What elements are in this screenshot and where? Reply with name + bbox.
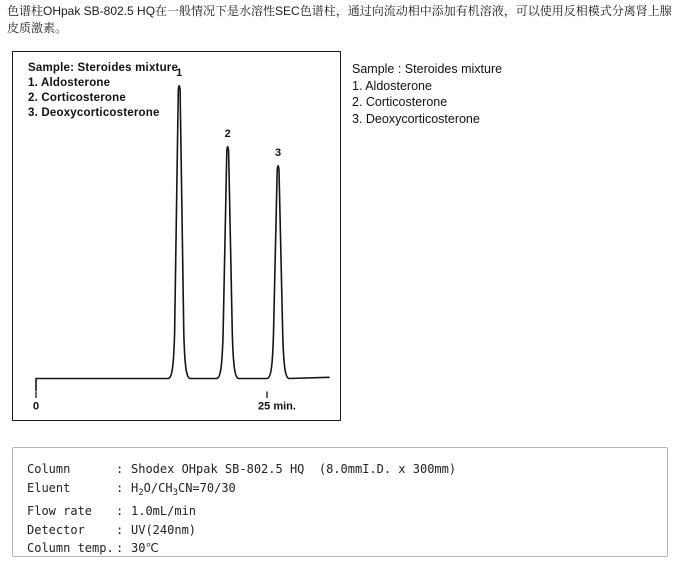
sample-panel-item: 3. Deoxycorticosterone bbox=[352, 111, 480, 126]
intro-text: 色谱柱OHpak SB-802.5 HQ在一般情况下是水溶性SEC色谱柱，通过向流动相中添加有机溶液，可以使用反相模式分离肾上腺皮质激素。 bbox=[7, 4, 672, 35]
sample-panel-title: Sample : Steroides mixture bbox=[352, 62, 503, 76]
chart-legend-item: 1. Aldosterone bbox=[28, 77, 111, 89]
param-row bbox=[27, 539, 667, 558]
param-label: Column bbox=[27, 462, 71, 476]
sample-panel-items bbox=[352, 78, 502, 128]
param-row bbox=[27, 479, 667, 503]
param-value: 1.0mL/min bbox=[131, 504, 197, 518]
chart-legend-items bbox=[28, 76, 178, 121]
peak-number-label: 2 bbox=[224, 127, 231, 140]
peak-number-label: 1 bbox=[176, 67, 183, 79]
sample-panel-item: 2. Corticosterone bbox=[352, 95, 448, 109]
param-value: UV(240nm) bbox=[131, 522, 197, 537]
chart-legend bbox=[28, 61, 178, 121]
param-label: Detector bbox=[27, 522, 85, 537]
param-value: Shodex OHpak SB-802.5 HQ (8.0mmI.D. x 300mm) bbox=[131, 462, 457, 476]
peak-number-label: 3 bbox=[275, 147, 282, 160]
param-row bbox=[27, 521, 667, 540]
chart-legend-title: Sample: Steroides mixture bbox=[28, 62, 179, 74]
param-colon: : bbox=[116, 480, 131, 495]
param-label: Eluent bbox=[27, 480, 71, 495]
conditions-table bbox=[12, 447, 668, 557]
x-axis-tick-label: 0 bbox=[32, 400, 40, 413]
param-row bbox=[27, 460, 667, 479]
x-axis-tick-label: 25 min. bbox=[258, 400, 296, 413]
param-row bbox=[27, 502, 667, 521]
param-colon: : bbox=[116, 541, 131, 555]
chromatogram-trace bbox=[36, 86, 329, 391]
param-colon: : bbox=[116, 504, 131, 518]
param-colon: : bbox=[116, 462, 131, 476]
chart-legend-item: 2. Corticosterone bbox=[28, 92, 126, 104]
sample-panel bbox=[352, 61, 502, 127]
sample-panel-item: 1. Aldosterone bbox=[352, 78, 432, 93]
param-label: Column temp. bbox=[27, 541, 114, 555]
param-colon: : bbox=[116, 522, 131, 537]
param-label: Flow rate bbox=[27, 504, 93, 518]
param-value: $H_2O/CH_3CN=70/30$ bbox=[131, 480, 236, 498]
param-value: 30℃ bbox=[131, 541, 159, 555]
chromatogram-figure bbox=[12, 51, 341, 421]
chart-legend-item: 3. Deoxycorticosterone bbox=[28, 107, 160, 119]
